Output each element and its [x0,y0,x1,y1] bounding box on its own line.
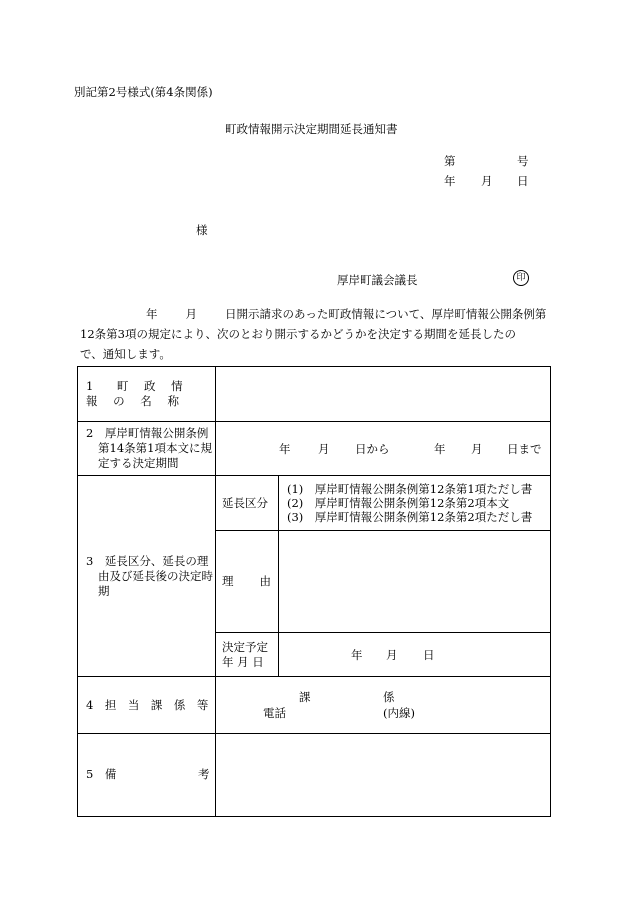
row5-label [78,734,216,817]
doc-number-suffix: 号 [517,154,529,168]
row2-label [78,422,216,476]
sched-month: 月 [386,647,398,662]
body-line3: で、通知します。 [80,347,171,361]
row1-value [216,367,551,422]
body-month: 月 [185,307,197,321]
row2-year-from: 年 [279,441,291,456]
option-2: (2) 厚岸町情報公開条例第12条第2項本文 [287,496,510,510]
row2-month-to: 月 [471,441,483,456]
row4-value [216,677,551,734]
row-decision-period [78,422,551,476]
row-remarks [78,734,551,817]
body-paragraph [80,304,555,364]
scheduled-label-line1: 決定予定 [222,639,268,654]
seal-mark: 印 [513,270,529,286]
sender-name: 厚岸町議会議長 [337,273,418,287]
doc-date-day: 日 [517,174,529,188]
row1-label: 1 町 政 情 報 の 名 称 [78,367,216,422]
row4-unit: 係 [383,690,395,704]
row4-section: 課 [299,690,311,704]
document-title: 町政情報開示決定期間延長通知書 [225,122,398,136]
option-3: (3) 厚岸町情報公開条例第12条第2項ただし書 [287,510,533,524]
ext-category-options [279,476,551,531]
addressee-honorific: 様 [196,223,208,237]
row4-phone: 電話 [263,706,286,720]
row5-label-a: 5 備 [86,767,117,781]
form-number: 別記第2号様式(第4条関係) [74,85,213,99]
form-table [77,366,551,817]
row3-label-line3: 期 [98,583,110,598]
scheduled-label [216,633,279,677]
sched-year: 年 [351,647,363,662]
row5-value [216,734,551,817]
reason-label-a: 理 [222,574,234,588]
ext-category-label: 延長区分 [216,476,279,531]
doc-date-year: 年 [444,174,456,188]
row3-label-line1: 3 延長区分、延長の理 [86,553,209,568]
row2-year-to: 年 [434,441,446,456]
row-extension-category [78,476,551,531]
body-line2: 12条第3項の規定により、次のとおり開示するかどうかを決定する期間を延長したの [80,327,516,341]
body-year: 年 [146,307,158,321]
row2-label-line3: 定する決定期間 [98,456,179,470]
row2-day-from: 日から [355,441,390,456]
reason-label [216,531,279,633]
row2-month-from: 月 [318,441,330,456]
doc-date-month: 月 [481,174,493,188]
row5-label-b: 考 [198,767,210,781]
row2-label-line2: 第14条第1項本文に規 [98,441,212,455]
row2-day-to: 日まで [507,441,542,456]
row3-label-line2: 由及び延長後の決定時 [98,568,213,583]
doc-number-prefix: 第 [444,154,456,168]
row2-label-line1: 2 厚岸町情報公開条例 [86,426,209,440]
row2-value [216,422,551,476]
reason-value [279,531,551,633]
row4-label: 4 担 当 課 係 等 [78,677,216,734]
row-info-name [78,367,551,422]
row4-extension: (内線) [383,706,415,720]
row-contact [78,677,551,734]
row3-label [78,476,216,677]
sched-day: 日 [423,647,435,662]
reason-label-b: 由 [259,574,271,588]
scheduled-value [279,633,551,677]
option-1: (1) 厚岸町情報公開条例第12条第1項ただし書 [287,482,533,496]
scheduled-label-line2: 年 月 日 [222,654,264,669]
body-line1: 日開示請求のあった町政情報について、厚岸町情報公開条例第 [225,307,547,321]
